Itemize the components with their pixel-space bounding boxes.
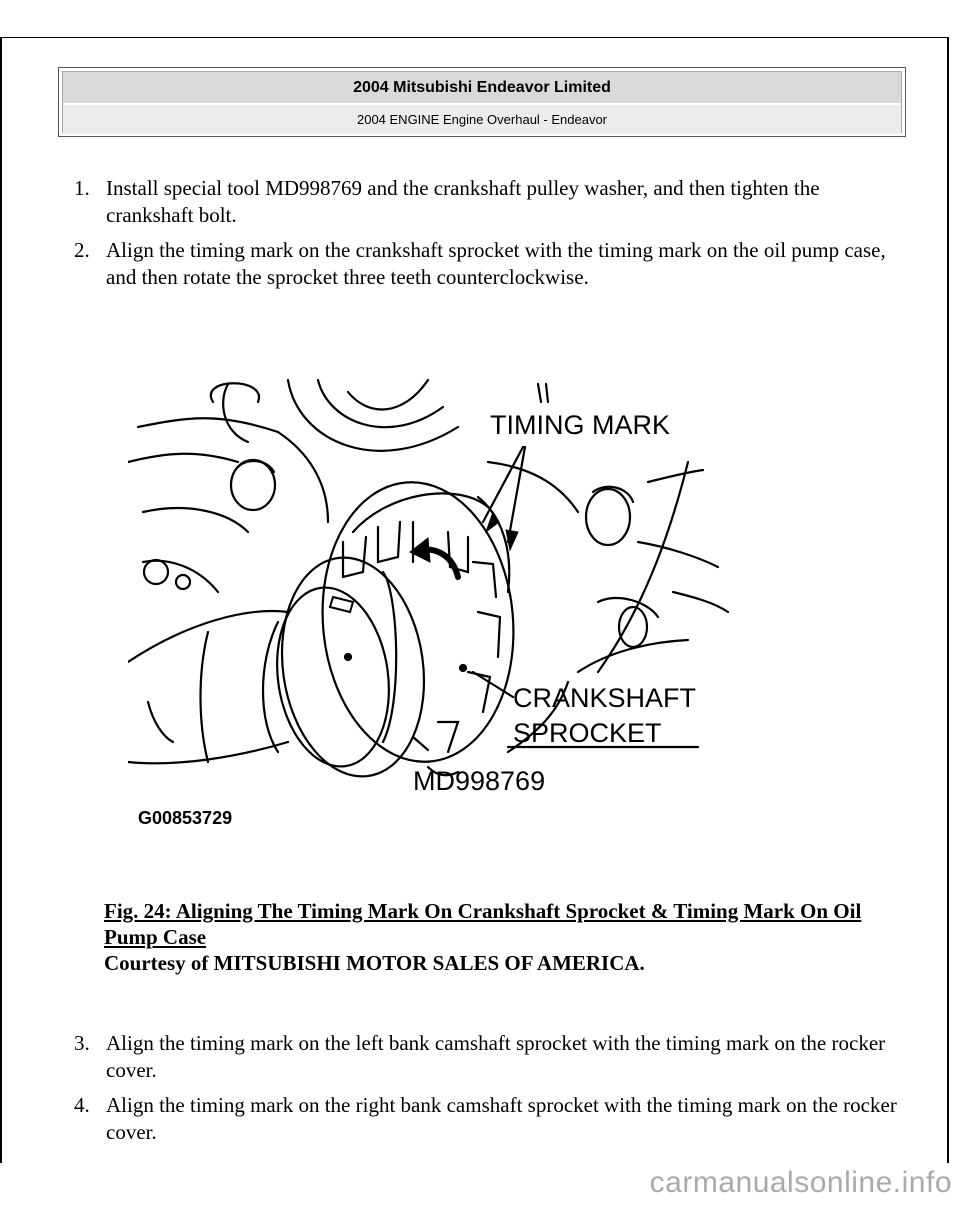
label-crankshaft: CRANKSHAFT [513, 683, 697, 713]
step-item [70, 1092, 900, 1146]
step-number: 4. [74, 1093, 90, 1117]
figure-crankshaft-sprocket-illustration [128, 372, 738, 842]
document-header [58, 67, 906, 137]
step-item [70, 237, 900, 291]
figure-caption-courtesy: Courtesy of MITSUBISHI MOTOR SALES OF AMERICA. [104, 951, 645, 975]
step-text: Align the timing mark on the right bank camshaft sprocket with the timing mark on the rocker cover. [106, 1093, 897, 1144]
step-number: 1. [74, 176, 90, 200]
label-sprocket: SPROCKET [513, 718, 662, 748]
step-item [70, 175, 900, 229]
figure-caption [104, 898, 904, 976]
document-subtitle: 2004 ENGINE Engine Overhaul - Endeavor [63, 105, 901, 134]
figure-caption-title: Fig. 24: Aligning The Timing Mark On Crankshaft Sprocket & Timing Mark On Oil Pump Case [104, 899, 862, 949]
crankshaft-sprocket-drawing [128, 372, 738, 842]
procedure-steps-first [70, 175, 900, 299]
step-text: Align the timing mark on the left bank camshaft sprocket with the timing mark on the rocker cover. [106, 1031, 886, 1082]
step-number: 2. [74, 238, 90, 262]
document-title: 2004 Mitsubishi Endeavor Limited [63, 72, 901, 105]
label-tool-md998769: MD998769 [413, 766, 546, 796]
step-text: Install special tool MD998769 and the crankshaft pulley washer, and then tighten the crankshaft bolt. [106, 176, 820, 227]
step-text: Align the timing mark on the crankshaft sprocket with the timing mark on the oil pump case, and then rotate the sprocket three teeth counterclockwise. [106, 238, 886, 289]
step-number: 3. [74, 1031, 90, 1055]
figure-code: G00853729 [138, 808, 233, 828]
label-timing-mark: TIMING MARK [490, 410, 670, 440]
step-item [70, 1030, 900, 1084]
procedure-steps-second [70, 1030, 900, 1154]
footer-watermark: carmanualsonline.info [649, 1166, 952, 1199]
